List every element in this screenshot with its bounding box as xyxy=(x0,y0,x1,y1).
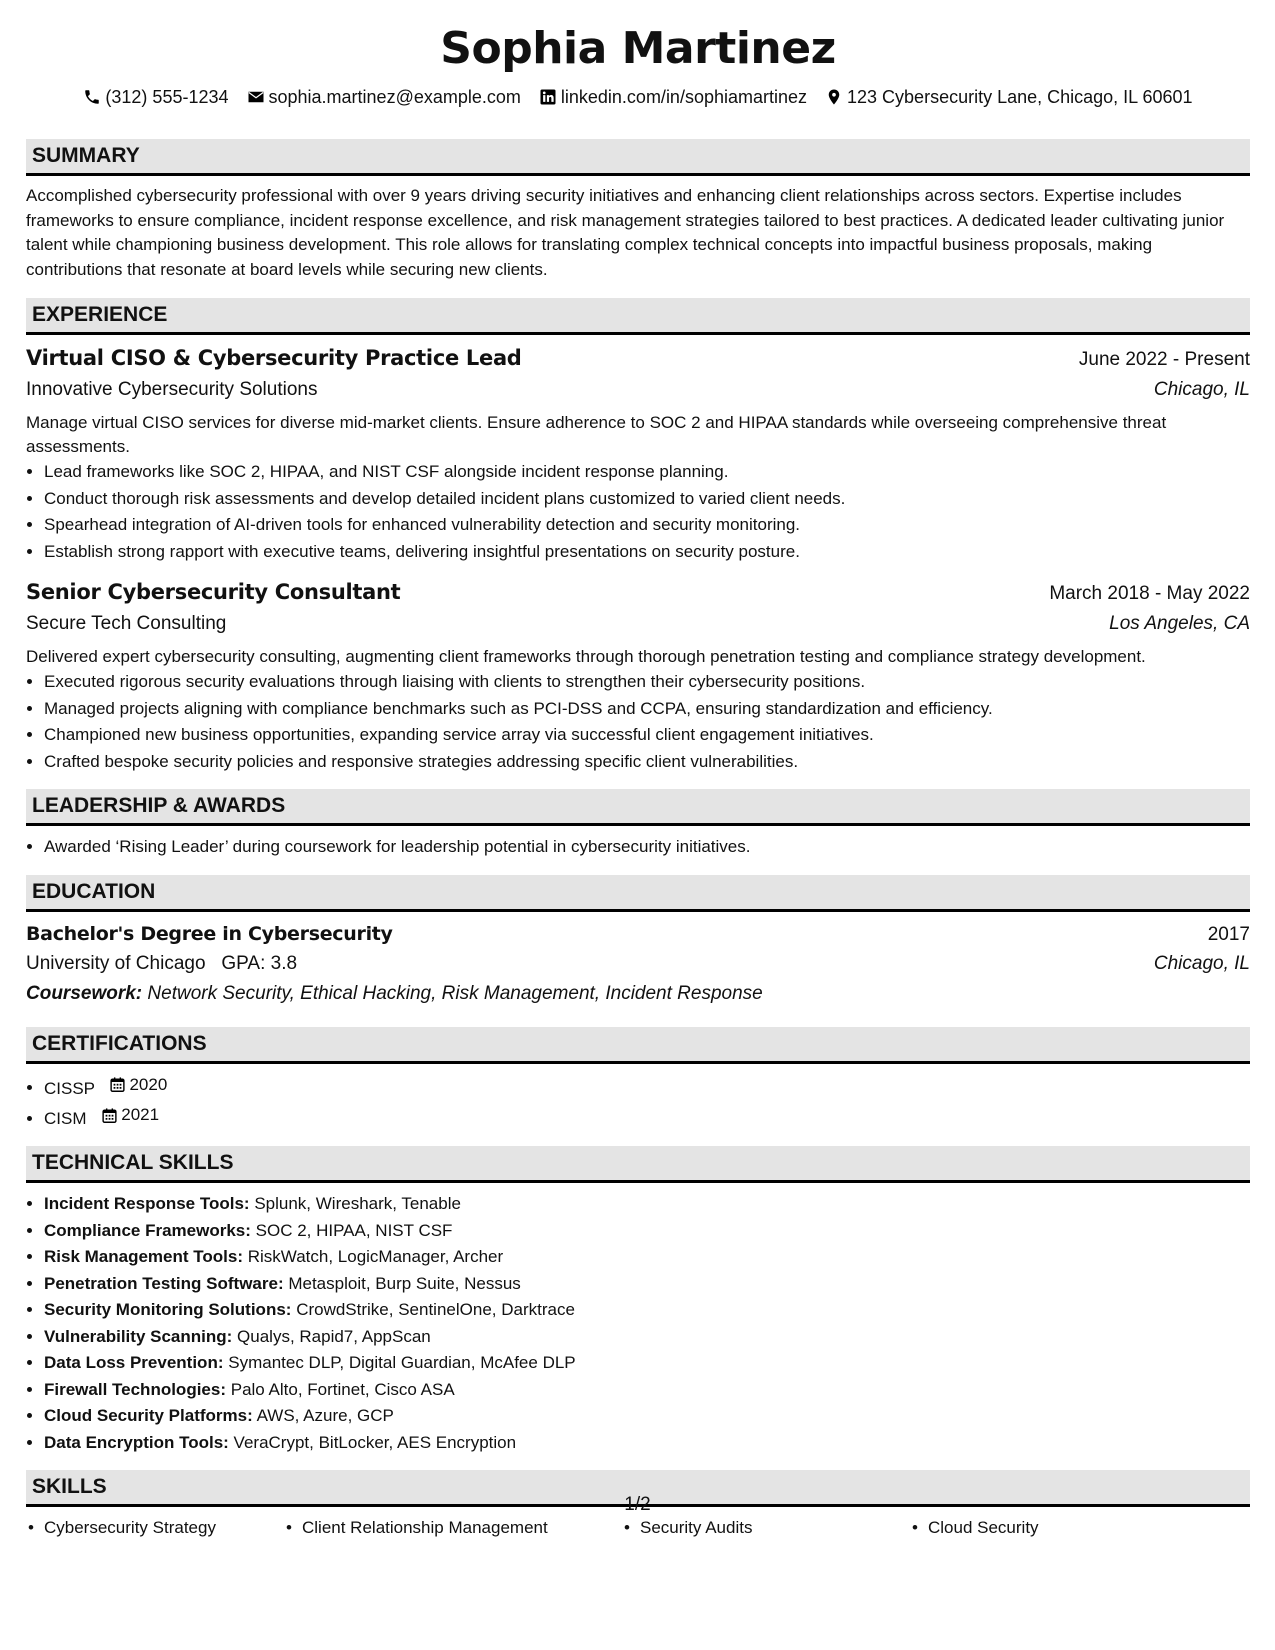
technical-skill-label: Vulnerability Scanning: xyxy=(44,1326,233,1346)
job-description: Manage virtual CISO services for diverse mid-market clients. Ensure adherence to SOC 2 and HIPAA standards while overseeing comprehensive threat assessments. xyxy=(26,413,1167,456)
technical-skill-label: Data Encryption Tools: xyxy=(44,1432,229,1452)
technical-skill-item xyxy=(44,1377,1250,1404)
certification-item xyxy=(44,1072,1250,1102)
job-company-row xyxy=(26,609,1250,639)
certification-year: 2020 xyxy=(129,1074,168,1094)
job-date: March 2018 - May 2022 xyxy=(1049,583,1250,604)
technical-skill-label: Data Loss Prevention: xyxy=(44,1353,224,1372)
envelope-icon xyxy=(247,88,265,106)
job-bullet: • Lead frameworks like SOC 2, HIPAA, and NIST CSF alongside incident response planning. xyxy=(44,459,1250,486)
technical-skill-item xyxy=(44,1403,1250,1430)
linkedin-text[interactable]: linkedin.com/in/sophiamartinez xyxy=(560,87,808,107)
job-bullet: • Establish strong rapport with executive teams, delivering insightful presentations on security posture. xyxy=(44,539,1250,566)
certification-item xyxy=(44,1102,1250,1132)
section-header-certifications: CERTIFICATIONS xyxy=(26,1027,1250,1064)
technical-skill-value: Palo Alto, Fortinet, Cisco ASA xyxy=(230,1379,455,1399)
technical-skill-item xyxy=(44,1324,1250,1351)
job-entry xyxy=(26,577,1250,775)
section-header-experience: EXPERIENCE xyxy=(26,298,1250,335)
job-bullets xyxy=(26,459,1250,565)
technical-skill-item xyxy=(44,1191,1250,1218)
email-text[interactable]: sophia.martinez@example.com xyxy=(268,87,521,107)
job-bullet: • Conduct thorough risk assessments and develop detailed incident plans customized to varied client needs. xyxy=(44,486,1250,513)
job-bullet: • Executed rigorous security evaluations through liaising with clients to strengthen their cybersecurity positions. xyxy=(44,669,1250,696)
resume-content xyxy=(26,22,1250,1541)
leadership-list xyxy=(26,834,1250,861)
job-title: Senior Cybersecurity Consultant xyxy=(26,580,401,604)
job-title: Virtual CISO & Cybersecurity Practice Lead xyxy=(26,346,522,370)
contact-address xyxy=(825,86,1193,108)
technical-skill-item xyxy=(44,1271,1250,1298)
education-gpa: GPA: 3.8 xyxy=(221,952,298,974)
section-header-education: EDUCATION xyxy=(26,875,1250,912)
technical-skill-label: Firewall Technologies: xyxy=(44,1379,226,1399)
certifications-list xyxy=(26,1072,1250,1133)
section-header-technical-skills: TECHNICAL SKILLS xyxy=(26,1146,1250,1183)
phone-text: (312) 555-1234 xyxy=(105,87,229,107)
skill-item: • Cloud Security xyxy=(910,1515,1128,1541)
technical-skill-label: Compliance Frameworks: xyxy=(44,1220,251,1240)
education-coursework xyxy=(26,979,1250,1009)
technical-skill-value: AWS, Azure, GCP xyxy=(256,1406,394,1425)
technical-skill-item xyxy=(44,1244,1250,1271)
job-company: Innovative Cybersecurity Solutions xyxy=(26,379,318,400)
job-title-row xyxy=(26,577,1250,609)
certification-name: CISM xyxy=(44,1108,87,1128)
education-degree-row xyxy=(26,920,1250,949)
technical-skill-value: Symantec DLP, Digital Guardian, McAfee DLP xyxy=(228,1353,576,1372)
contact-bar xyxy=(26,86,1250,108)
page-number: 1/2 xyxy=(624,1494,651,1515)
technical-skill-label: Cloud Security Platforms: xyxy=(44,1406,253,1425)
technical-skill-item xyxy=(44,1297,1250,1324)
technical-skill-item xyxy=(44,1350,1250,1377)
technical-skill-label: Penetration Testing Software: xyxy=(44,1273,284,1293)
map-pin-icon xyxy=(825,88,843,106)
technical-skill-label: Risk Management Tools: xyxy=(44,1247,243,1266)
skills-list xyxy=(26,1515,1250,1541)
education-degree: Bachelor's Degree in Cybersecurity xyxy=(26,922,393,945)
technical-skill-item xyxy=(44,1430,1250,1457)
calendar-icon xyxy=(101,1107,118,1124)
technical-skill-value: CrowdStrike, SentinelOne, Darktrace xyxy=(296,1300,575,1319)
linkedin-icon xyxy=(539,88,557,106)
summary-text: Accomplished cybersecurity professional with over 9 years driving security initiatives and enhancing client relationships across sectors. Expertise includes frameworks to ensure compliance, incident response excellence, and risk management strategies tailored to best practices. A dedicated leader cultivating junior talent while championing business development. This role allows for translating complex technical concepts into impactful business proposals, making contributions that resonate at board levels while securing new clients. xyxy=(26,186,1225,279)
technical-skill-label: Incident Response Tools: xyxy=(44,1194,250,1213)
education-year: 2017 xyxy=(1207,923,1250,945)
contact-email[interactable] xyxy=(247,86,521,108)
section-header-summary: SUMMARY xyxy=(26,139,1250,176)
technical-skill-value: VeraCrypt, BitLocker, AES Encryption xyxy=(233,1432,517,1452)
skill-item: • Client Relationship Management xyxy=(284,1515,622,1541)
technical-skill-value: RiskWatch, LogicManager, Archer xyxy=(247,1247,504,1266)
certification-name: CISSP xyxy=(44,1078,95,1098)
education-location: Chicago, IL xyxy=(1153,952,1250,974)
skill-item: • Security Audits xyxy=(622,1515,910,1541)
job-bullet: • Championed new business opportunities, expanding service array via successful client engagement initiatives. xyxy=(44,722,1250,749)
job-bullets xyxy=(26,669,1250,775)
job-entry xyxy=(26,343,1250,565)
job-company: Secure Tech Consulting xyxy=(26,613,227,634)
job-location: Chicago, IL xyxy=(1153,379,1250,400)
candidate-name: Sophia Martinez xyxy=(440,23,836,74)
calendar-icon xyxy=(109,1076,126,1093)
certification-date xyxy=(101,1102,159,1129)
education-school: University of Chicago xyxy=(26,952,206,974)
technical-skill-value: SOC 2, HIPAA, NIST CSF xyxy=(255,1220,453,1240)
technical-skill-value: Splunk, Wireshark, Tenable xyxy=(254,1194,461,1213)
skill-item: • Cybersecurity Strategy xyxy=(26,1515,284,1541)
job-bullet: • Crafted bespoke security policies and responsive strategies addressing specific client vulnerabilities. xyxy=(44,749,1250,776)
contact-phone xyxy=(83,86,228,108)
coursework-label: Coursework: xyxy=(26,982,143,1004)
job-date: June 2022 - Present xyxy=(1078,349,1250,370)
coursework-list: Network Security, Ethical Hacking, Risk Management, Incident Response xyxy=(147,982,763,1004)
section-header-leadership: LEADERSHIP & AWARDS xyxy=(26,789,1250,826)
section-header-skills: SKILLS xyxy=(26,1470,1250,1507)
technical-skill-value: Metasploit, Burp Suite, Nessus xyxy=(288,1273,521,1293)
job-bullet: • Spearhead integration of AI-driven tools for enhanced vulnerability detection and security monitoring. xyxy=(44,512,1250,539)
job-bullet: • Managed projects aligning with compliance benchmarks such as PCI-DSS and CCPA, ensuring standardization and efficiency. xyxy=(44,696,1250,723)
technical-skill-value: Qualys, Rapid7, AppScan xyxy=(237,1326,431,1346)
contact-linkedin[interactable] xyxy=(539,86,807,108)
address-text: 123 Cybersecurity Lane, Chicago, IL 60601 xyxy=(847,87,1193,107)
certification-date xyxy=(109,1072,167,1099)
job-description: Delivered expert cybersecurity consulting, augmenting client frameworks through thorough penetration testing and compliance strategy development. xyxy=(26,647,1146,666)
technical-skills-list xyxy=(26,1191,1250,1456)
phone-icon xyxy=(83,88,101,106)
technical-skill-label: Security Monitoring Solutions: xyxy=(44,1300,292,1319)
certification-year: 2021 xyxy=(121,1104,160,1124)
job-title-row xyxy=(26,343,1250,375)
leadership-item: • Awarded ‘Rising Leader’ during coursework for leadership potential in cybersecurity initiatives. xyxy=(44,834,1250,861)
technical-skill-item xyxy=(44,1218,1250,1245)
education-school-line xyxy=(26,949,297,979)
job-location: Los Angeles, CA xyxy=(1109,613,1250,634)
job-company-row xyxy=(26,375,1250,405)
education-school-row xyxy=(26,949,1250,979)
